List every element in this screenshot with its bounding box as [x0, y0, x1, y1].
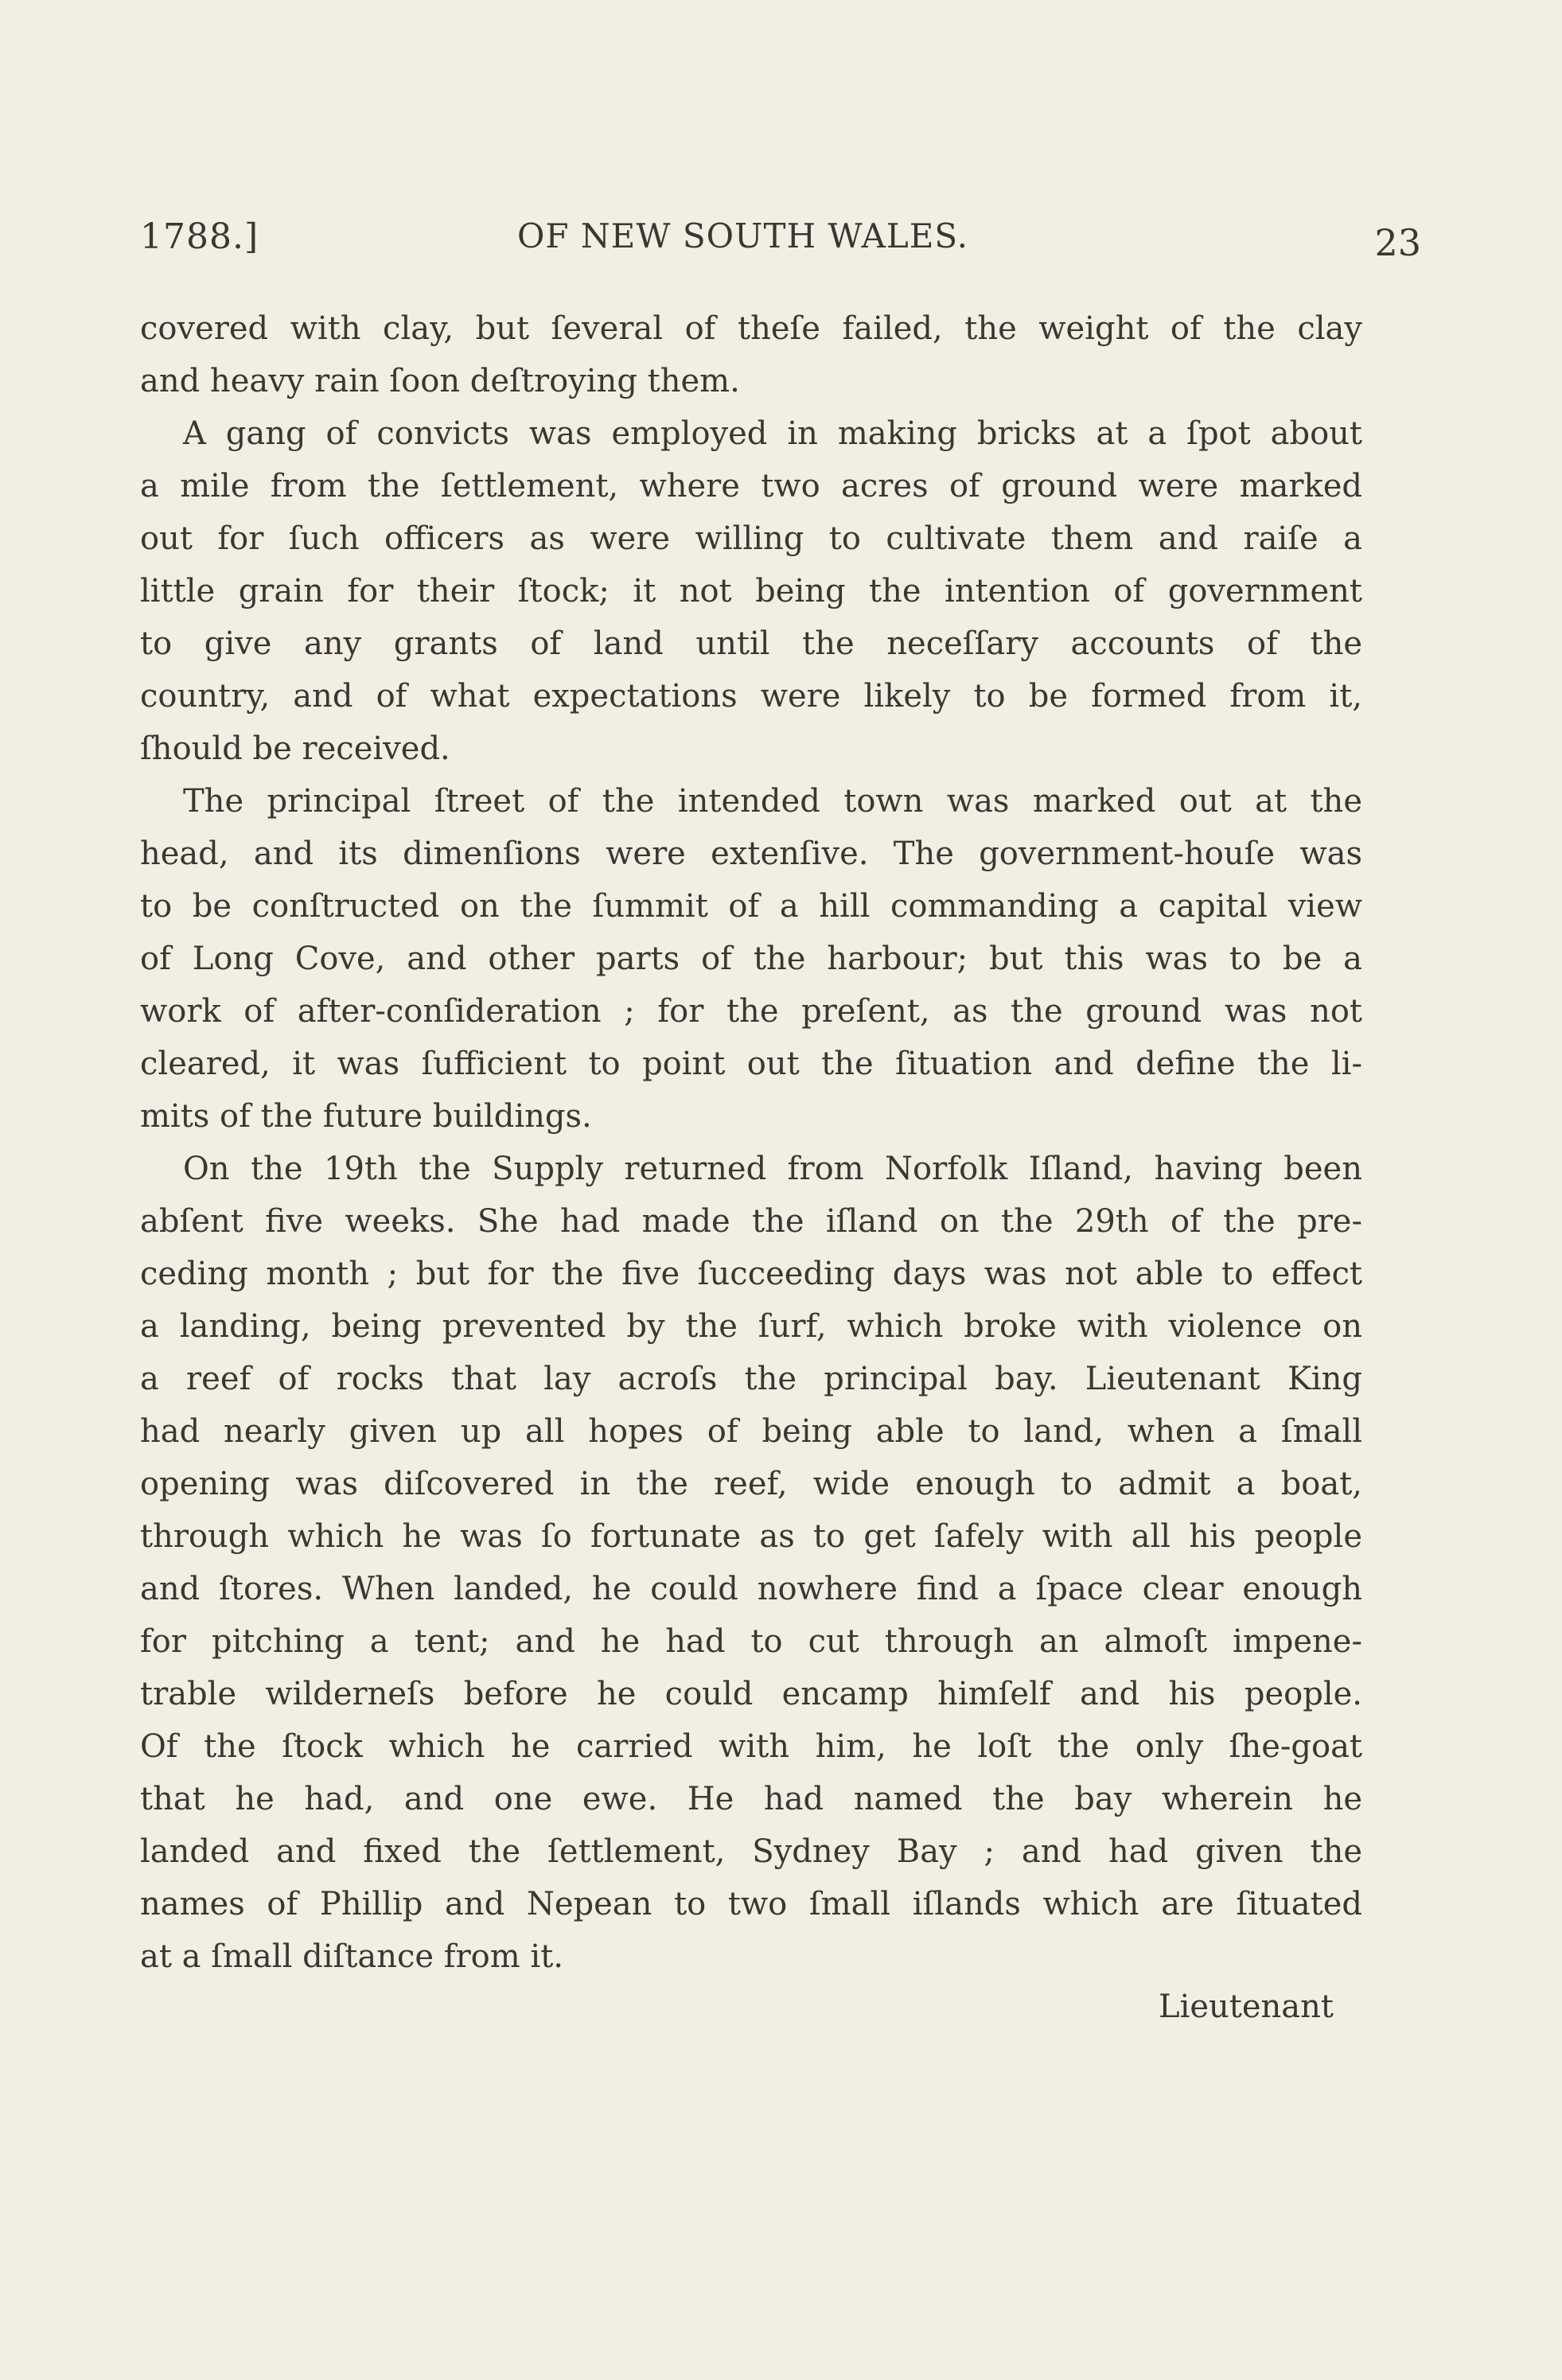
- text-line: names of Phillip and Nepean to two ſmall iſlands which are ſituated: [140, 1886, 1362, 1922]
- text-line: The principal ſtreet of the intended town was marked out at the: [183, 783, 1362, 820]
- text-line: work of after-conſideration ; for the preſent, as the ground was not: [140, 993, 1362, 1030]
- text-line: for pitching a tent; and he had to cut through an almoſt impene-: [140, 1623, 1362, 1660]
- text-line: to give any grants of land until the neceſſary accounts of the: [140, 625, 1362, 662]
- text-line: little grain for their ſtock; it not being the intention of government: [140, 573, 1362, 610]
- text-line: to be conſtructed on the ſummit of a hill commanding a capital view: [140, 888, 1362, 925]
- text-line: A gang of convicts was employed in making bricks at a ſpot about: [183, 415, 1362, 452]
- text-line: trable wilderneſs before he could encamp himſelf and his people.: [140, 1676, 1362, 1712]
- catchword: Lieutenant: [1159, 1989, 1334, 2025]
- running-title: OF NEW SOUTH WALES.: [517, 216, 969, 255]
- text-line: cleared, it was ſufficient to point out the ſituation and define the li-: [140, 1046, 1362, 1082]
- text-line: and heavy rain ſoon deſtroying them.: [140, 363, 740, 399]
- text-line: had nearly given up all hopes of being able to land, when a ſmall: [140, 1413, 1362, 1450]
- text-line: ceding month ; but for the five ſucceeding days was not able to effect: [140, 1256, 1362, 1292]
- header-year: 1788.]: [140, 216, 259, 257]
- text-line: head, and its dimenſions were extenſive. The government-houſe was: [140, 836, 1362, 872]
- text-line: landed and fixed the ſettlement, Sydney Bay ; and had given the: [140, 1833, 1362, 1870]
- text-line: mits of the future buildings.: [140, 1098, 592, 1135]
- page-number: 23: [1374, 221, 1421, 264]
- text-line: ſhould be received.: [140, 730, 450, 767]
- text-line: country, and of what expectations were likely to be formed from it,: [140, 678, 1362, 715]
- text-line: through which he was ſo fortunate as to get ſafely with all his people: [140, 1518, 1362, 1555]
- text-line: a reef of rocks that lay acroſs the principal bay. Lieutenant King: [140, 1361, 1362, 1397]
- text-line: abſent five weeks. She had made the iſland on the 29th of the pre-: [140, 1203, 1362, 1240]
- text-line: opening was diſcovered in the reef, wide enough to admit a boat,: [140, 1466, 1362, 1502]
- page-header: [140, 216, 1421, 272]
- text-line: a mile from the ſettlement, where two acres of ground were marked: [140, 468, 1362, 504]
- text-line: a landing, being prevented by the ſurf, which broke with violence on: [140, 1308, 1362, 1345]
- body-text: [140, 302, 1362, 1983]
- text-line: and ſtores. When landed, he could nowhere find a ſpace clear enough: [140, 1571, 1362, 1607]
- text-line: Of the ſtock which he carried with him, he loſt the only ſhe-goat: [140, 1728, 1362, 1765]
- text-line: On the 19th the Supply returned from Norfolk Iſland, having been: [183, 1151, 1362, 1187]
- text-line: of Long Cove, and other parts of the harbour; but this was to be a: [140, 941, 1362, 977]
- text-line: at a ſmall diſtance from it.: [140, 1938, 563, 1975]
- text-line: out for ſuch officers as were willing to cultivate them and raiſe a: [140, 520, 1362, 557]
- text-line: that he had, and one ewe. He had named the bay wherein he: [140, 1781, 1362, 1817]
- text-line: covered with clay, but ſeveral of theſe failed, the weight of the clay: [140, 310, 1362, 347]
